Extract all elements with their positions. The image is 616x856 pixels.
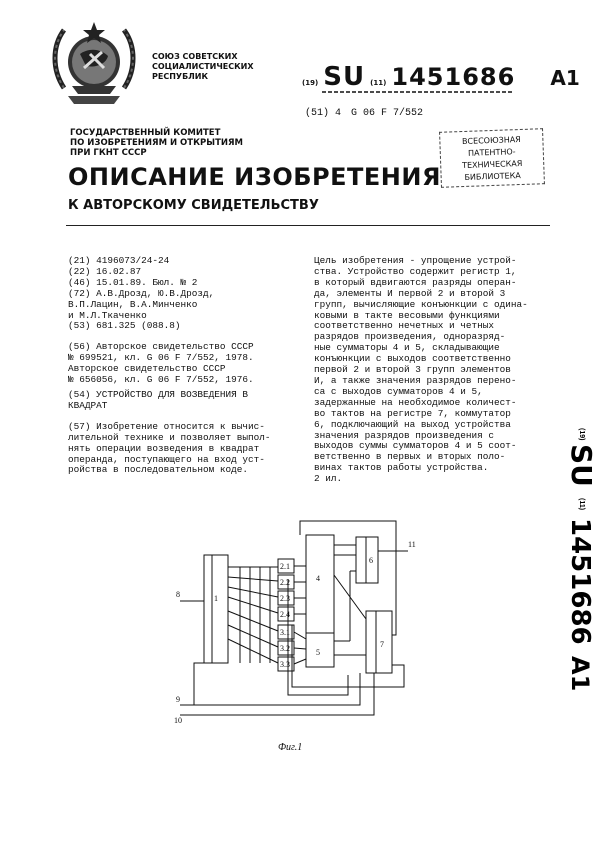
summator-5-block [306, 633, 334, 667]
biblio-line: № 699521, кл. G 06 F 7/552, 1978. [68, 352, 254, 364]
abstract-line: ветственно в первых и вторых поло- [314, 451, 506, 463]
register-1-block [204, 555, 228, 663]
abstract-line: да, элементы И первой 2 и второй 3 [314, 287, 506, 299]
label-and-3-1: 3.1 [280, 628, 290, 637]
stamp-line: ВСЕСОЮЗНАЯ [461, 134, 521, 147]
label-input-10: 10 [174, 716, 182, 725]
abstract-line: ства. Устройство содержит регистр 1, [314, 265, 517, 277]
biblio-line: КВАДРАТ [68, 399, 108, 411]
abstract-line: ройства в последовательном коде. [68, 464, 249, 476]
abstract-line: операнда, поступающего на вход уст- [68, 453, 265, 465]
abstract-line: 2 ил. [314, 473, 343, 485]
abstract-line: групп, вычисляющие конъюнкции с одина- [314, 298, 528, 310]
ipc-value: G 06 F 7/552 [351, 108, 424, 119]
bibliographic-data [68, 256, 300, 476]
label-and-3-3: 3.3 [280, 660, 290, 669]
document-subtitle: К АВТОРСКОМУ СВИДЕТЕЛЬСТВУ [68, 198, 319, 213]
label-and-2-4: 2.4 [280, 610, 290, 619]
committee-line: ПРИ ГКНТ СССР [70, 148, 147, 158]
circuit-diagram [160, 515, 420, 740]
abstract-line: И, а также значения разрядов перено- [314, 374, 517, 386]
number-underline [322, 91, 522, 94]
abstract-line: разрядов произведения, одноразряд- [314, 331, 506, 343]
stamp-line: ПАТЕНТНО-ТЕХНИЧЕСКАЯ [461, 147, 523, 171]
abstract-line: первой 2 и второй 3 групп элементов [314, 364, 511, 376]
biblio-line: № 656056, кл. G 06 F 7/552, 1976. [68, 374, 254, 386]
biblio-line: (22) 16.02.87 [68, 265, 142, 277]
side-inid-19: (19) [578, 428, 585, 441]
figure-caption: Фиг.1 [278, 742, 303, 753]
abstract-line: конъюнкции с выходов соответственно [314, 353, 511, 365]
label-commutator-6: 6 [369, 556, 373, 565]
biblio-line: (72) А.В.Дрозд, Ю.В.Дрозд, [68, 287, 215, 299]
summator-4-block [306, 535, 334, 633]
country-name [152, 52, 262, 82]
ipc-classification [305, 108, 423, 119]
biblio-line: Авторское свидетельство СССР [68, 363, 226, 375]
union-line: СОЮЗ СОВЕТСКИХ [152, 52, 238, 61]
side-inid-11: (11) [578, 498, 585, 511]
patent-number: 1451686 [391, 63, 516, 91]
committee-name [70, 128, 243, 158]
abstract-line: в который вдвигаются разряды операн- [314, 276, 517, 288]
abstract-line: выходов суммы сумматоров 4 и 5 соот- [314, 440, 517, 452]
abstract-line: ные сумматоры 4 и 5, складывающие [314, 342, 500, 354]
biblio-line: (56) Авторское свидетельство СССР [68, 341, 254, 353]
label-summator-4: 4 [316, 574, 320, 583]
biblio-line: и М.Л.Ткаченко [68, 309, 147, 321]
library-stamp [439, 128, 545, 188]
publication-number [302, 62, 580, 92]
label-and-2-1: 2.1 [280, 562, 290, 571]
ussr-emblem-icon [50, 18, 138, 114]
inid-11: (11) [370, 79, 387, 87]
biblio-line: (46) 15.01.89. Бюл. № 2 [68, 276, 198, 288]
inid-19: (19) [302, 79, 319, 87]
side-country: SU [565, 444, 598, 487]
label-and-2-3: 2.3 [280, 594, 290, 603]
commutator-6-block [356, 537, 378, 583]
label-and-2-2: 2.2 [280, 578, 290, 587]
label-and-3-2: 3.2 [280, 644, 290, 653]
abstract-line: значения разрядов произведения с [314, 429, 495, 441]
union-line: СОЦИАЛИСТИЧЕСКИХ [152, 62, 254, 71]
register-7-block [366, 611, 392, 673]
abstract-line: ковыми в такте весовыми функциями [314, 309, 500, 321]
label-register-7: 7 [380, 640, 384, 649]
biblio-line: В.П.Лацин, В.А.Минченко [68, 298, 198, 310]
abstract-line: задержанные на необходимое количест- [314, 396, 517, 408]
label-output-11: 11 [408, 540, 416, 549]
abstract-line: лительной технике и позволяет выпол- [68, 431, 271, 443]
side-publication-number [540, 420, 616, 720]
document-title: ОПИСАНИЕ ИЗОБРЕТЕНИЯ [68, 163, 441, 191]
biblio-line: (54) УСТРОЙСТВО ДЛЯ ВОЗВЕДЕНИЯ В [68, 388, 249, 400]
side-kind: A1 [566, 656, 594, 692]
abstract-line: соответственно нечетных и четных [314, 320, 495, 332]
abstract-line: са с выходов сумматоров 4 и 5, [314, 385, 483, 397]
divider [66, 225, 550, 226]
label-summator-5: 5 [316, 648, 320, 657]
abstract-line: Цель изобретения - упрощение устрой- [314, 255, 517, 266]
biblio-line: (53) 681.325 (088.8) [68, 320, 181, 332]
committee-line: ПО ИЗОБРЕТЕНИЯМ И ОТКРЫТИЯМ [70, 138, 243, 148]
label-input-9: 9 [176, 695, 180, 704]
biblio-line: (21) 4196073/24-24 [68, 255, 170, 266]
stamp-line: БИБЛИОТЕКА [464, 171, 521, 182]
country-code: SU [323, 62, 366, 92]
abstract-text [314, 256, 564, 485]
union-line: РЕСПУБЛИК [152, 72, 209, 81]
abstract-line: во тактов на регистре 7, коммутатор [314, 407, 511, 419]
ipc-code: (51) 4 [305, 108, 342, 119]
abstract-line: нять операции возведения в квадрат [68, 442, 260, 454]
committee-line: ГОСУДАРСТВЕННЫЙ КОМИТЕТ [70, 128, 221, 138]
label-input-8: 8 [176, 590, 180, 599]
side-number: 1451686 [565, 518, 595, 645]
kind-code: A1 [550, 66, 580, 90]
label-register-1: 1 [214, 594, 218, 603]
abstract-line: винах тактов работы устройства. [314, 462, 489, 474]
abstract-line: (57) Изобретение относится к вычис- [68, 420, 265, 432]
abstract-line: 6, подключающий на выход устройства [314, 418, 511, 430]
